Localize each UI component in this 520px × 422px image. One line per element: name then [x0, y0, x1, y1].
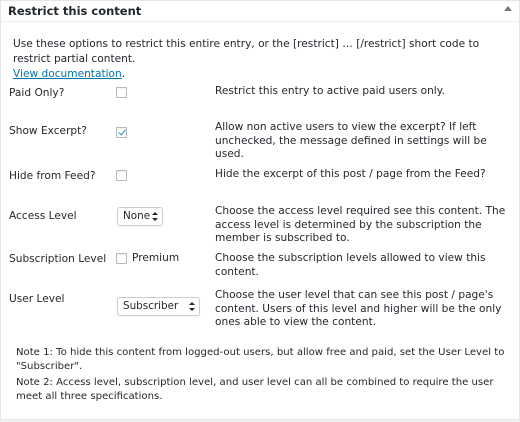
- metabox-title: Restrict this content: [8, 4, 142, 18]
- show-excerpt-checkbox[interactable]: [116, 127, 127, 138]
- view-documentation-link[interactable]: View documentation: [13, 68, 122, 80]
- hide-from-feed-checkbox[interactable]: [116, 170, 127, 181]
- select-arrows-icon: [189, 302, 195, 312]
- intro-text: [13, 37, 513, 82]
- user-level-select[interactable]: [117, 297, 200, 316]
- access-level-description: Choose the access level required see this content. The access level is determined by the subscription the member is subscribed to.: [215, 205, 506, 244]
- paid-only-description: Restrict this entry to active paid users only.: [215, 85, 445, 97]
- hide-from-feed-description: Hide the excerpt of this post / page from the Feed?: [215, 168, 486, 180]
- subscription-premium-checkbox[interactable]: [116, 253, 127, 264]
- note-2: Note 2: Access level, subscription level, and user level can all be combined to require the user meet all three specifications.: [16, 377, 494, 402]
- access-level-select[interactable]: [117, 207, 163, 226]
- access-level-value: None: [123, 210, 151, 222]
- user-level-description: Choose the user level that can see this post / page's content. Users of this level and higher will be the only ones able to view the content.: [215, 289, 502, 328]
- subscription-premium-label[interactable]: Premium: [132, 252, 180, 264]
- user-level-label: User Level: [9, 293, 65, 305]
- show-excerpt-label: Show Excerpt?: [9, 125, 87, 137]
- hide-from-feed-label: Hide from Feed?: [9, 170, 96, 182]
- metabox-header[interactable]: [1, 1, 519, 22]
- paid-only-label: Paid Only?: [9, 87, 65, 99]
- intro-description: Use these options to restrict this entire entry, or the [restrict] … [/restrict] short code to restrict partial content.: [13, 38, 480, 65]
- paid-only-checkbox[interactable]: [116, 87, 127, 98]
- select-arrows-icon: [152, 212, 158, 222]
- subscription-level-description: Choose the subscription levels allowed to view this content.: [215, 252, 486, 278]
- show-excerpt-description: Allow non active users to view the excerpt? If left unchecked, the message defined in settings will be used.: [215, 121, 487, 160]
- collapse-toggle-icon[interactable]: [503, 4, 513, 14]
- intro-link-suffix: .: [121, 68, 126, 80]
- user-level-value: Subscriber: [123, 300, 179, 312]
- subscription-level-label: Subscription Level: [9, 253, 107, 265]
- note-1: Note 1: To hide this content from logged-out users, but allow free and paid, set the User Level to "Subscriber".: [16, 347, 505, 372]
- access-level-label: Access Level: [9, 210, 77, 222]
